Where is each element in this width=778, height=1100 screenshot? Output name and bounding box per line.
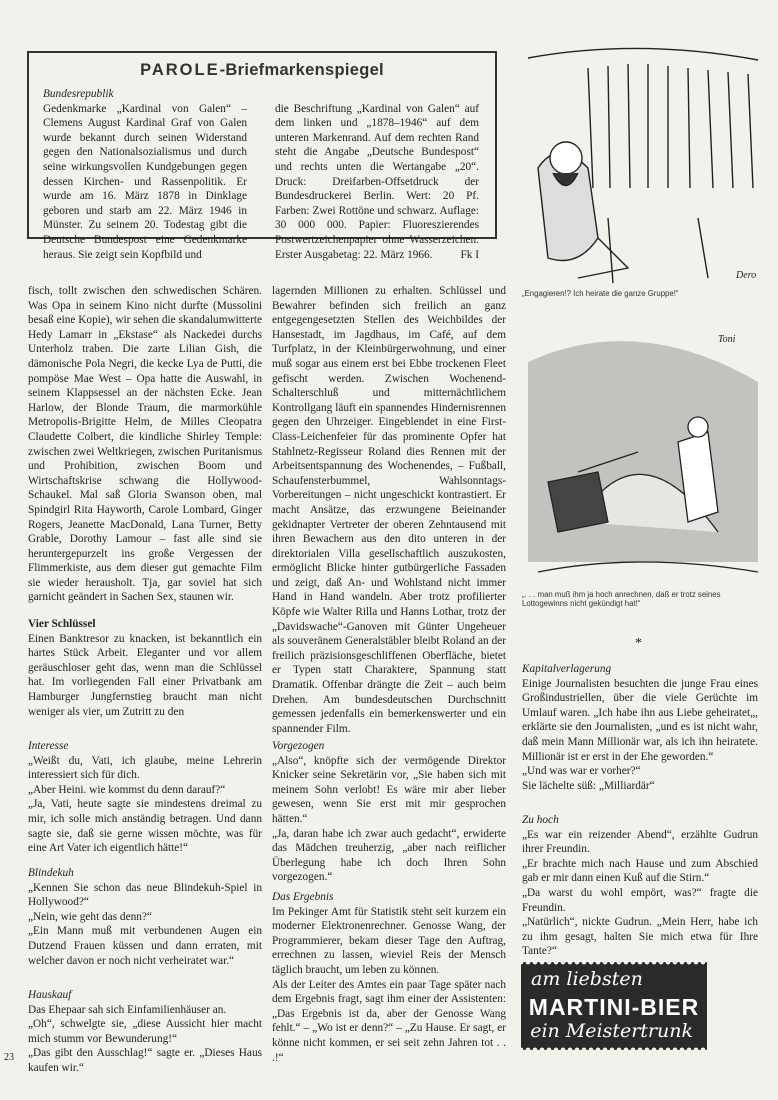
joke-line: Im Pekinger Amt für Statistik steht seit kurzem ein moderner Elektronenrechner. Genosse Wang, der Programmierer, bekam dieser Tage den Auftrag, errechnen zu lassen, wieviel Reis der Mensch täglich braucht, um leben zu können. — [272, 905, 506, 976]
review-text: fisch, tollt zwischen den schwedischen Schären. Was Opa in seinem Kino nicht durfte (Mussolini besaß eine Kopie), wir sehen die skandalumwitterte Hedy Lamarr in „Ekstase“ als Nackedei durchs Unterholz traben. Die zarte Lilian Gish, die dämonische Pola Negri, die kecke Lya de Putti, die pompöse Mae West – Opa hatte die Auswahl, in seinem Klappsessel an der nächsten Ecke. Jean Harlow, der Blonde Traum, die marmorkühle Metropolis-Brigitte Helm, de Milles Cleopatra Claudette Colbert, die kindliche Shirley Temple: zwischen zwei Weltkriegen, zwischen Puritanismus und Prohibition, zwischen Boom und Wirtschaftskrise schwang die Hollywood-Schaukel. Mal saß Gloria Swanson oben, mal Spindgirl Rita Hayworth, Carole Lombard, Ginger Rogers, Jeanette MacDonald, Lana Turner, Betty Grable, Dorothy Lamour – fast alle sind sie heruntergepurzelt ins große Vergessen der Flimmerkiste, aus dem dieser gut gemachte Film sie wieder herausholt. Tja, gar soviel hat sich garnicht geändert in Sachen Sex, staunen wir. — [28, 285, 262, 604]
cartoon-signature: Toni — [718, 334, 736, 345]
joke-line: „Ja, Vati, heute sagte sie mindestens dreimal zu mir, ich solle mich anständig betragen. Und dann sagte sie, daß sie gerne wissen möchte, was für eine Art Vater ich eigentlich hätte!“ — [28, 798, 262, 855]
joke-line: „Ja, daran habe ich zwar auch gedacht“, erwiderte das Mädchen treuherzig, „aber nach reiflicher Überlegung habe ich doch Ihren Sohn vorgezogen.“ — [272, 827, 506, 884]
joke-line: „Oh“, schwelgte sie, „diese Aussicht hier macht mich stumm vor Bewunderung!“ — [28, 1018, 262, 1045]
joke-line: „Ein Mann muß mit verbundenen Augen ein Dutzend Frauen küssen und dann erraten, mit welcher davon er noch nicht verheiratet war.“ — [28, 925, 262, 967]
stamp-text-2: die Beschriftung „Kardinal von Galen“ auf dem linken und „1878–1946“ auf dem unteren Markenrand. Auf dem rechten Rand steht die Angabe „Deutsche Bundespost“ und rechts unten die Wertangabe „20“. Druck: Dreifarben-Offsetdruck der Bundesdruckerei Berlin. Wert: 20 Pf. Farben: Zwei Rottöne und schwarz. Auflage: 30 000 000. Papier: Fluoreszierendes Postwertzeichenpapier ohne Wasserzeichen. Erster Ausgabetag: 22. März 1966. — [275, 102, 479, 261]
film-review-left — [28, 284, 262, 605]
stamp-text-1: Gedenkmarke „Kardinal von Galen“ – Clemens August Kardinal Graf von Galen wurde bekannt durch seinen Widerstand gegen den Nationalsozialismus und durch seine wirkungsvollen Kundgebungen gegen dessen Kirchen- und Rassenpolitik. Er wurde am 16. März 1878 in Dinklage geboren und starb am 22. März 1946 in Münster. Zu seinem 20. Todestag gibt die Deutsche Bundespost eine Gedenkmarke heraus. Sie zeigt sein Kopfbild und — [43, 102, 247, 261]
stamp-col-2 — [275, 87, 479, 262]
joke-line: „Nein, wie geht das denn?“ — [28, 910, 152, 923]
title-rest: -Briefmarkenspiegel — [219, 61, 384, 79]
joke-blindekuh — [28, 866, 262, 968]
joke-interesse — [28, 739, 262, 856]
review-text-continued: lagernden Millionen zu erhalten. Schlüssel und Bewahrer befinden sich freilich an ganz entgegengesetzten Stellen des Weichbildes der Hansestadt, im Jagdhaus, im Café, auf dem Turfplatz, in der Kleinbürgerwohnung, und einer muß sogar aus einem erst bei Ebbe trockenen Fleet gefischt werden. Zwischen Wochenend-Schalterschluß und mitternächtlichem Kontrollgang läuft ein spannendes Hindernisrennen gegen den Uhrzeiger. Eingeblendet in eine First-Class-Leichenfeier für das prominente Opfer hat Stahlnetz-Regisseur Roland dies Rennen mit der Arbeitsentspannung des Wochenendes, – Fußball, Schaufensterbummel, Wahlsonntags-Vorbereitungen – nicht ungeschickt kontrastiert. Er macht Ansätze, das erzwungene Beieinander gekidnapter Vertreter der oberen Zehntausend mit ihren Bewachern aus den dito unteren in der direktorialen Villa gesellschaftlich auszukosten, ermöglicht Blicke hinter gutbürgerliche Fassaden und zeigt, daß An- und Wohlstand nicht immer Hand in Hand wandeln. Aber trotz profilierter Köpfe wie Walter Rilla und Hanns Lothar, trotz der „Davidswache“-Ganoven mit Günter Ungeheuer als souveränem Generalstäbler bleibt Roland an der freilich präzisionsgeschliffenen Oberfläche, bietet er Typen statt Charaktere, Spannung statt Dramatik. Offenbar drängte die Zeit – auch beim Drehen. Am bundesdeutschen Durchschnitt gemessen jedenfalls ein bemerkenswerter und ein spannender Film. — [272, 285, 506, 735]
joke-line: „Er brachte mich nach Hause und zum Abschied gab er mir dann einen Kuß auf die Stirn.“ — [522, 857, 758, 885]
joke-vorgezogen — [272, 739, 506, 885]
cartoon-signature: Dero — [736, 270, 757, 281]
article-vier-schluessel — [28, 617, 262, 719]
joke-ergebnis — [272, 890, 506, 1065]
joke-line: „Natürlich“, nickte Gudrun. „Mein Herr, habe ich zu ihm gesagt, halten Sie mich etwa für Ihre Tante?“ — [522, 916, 758, 958]
joke-line: „Weißt du, Vati, ich glaube, meine Lehrerin interessiert sich für dich. — [28, 754, 262, 782]
stamp-column-box — [27, 51, 497, 261]
separator-asterisk: * — [635, 636, 642, 651]
joke-line: Das Ehepaar sah sich Einfamilienhäuser an. — [28, 1003, 227, 1016]
stamp-perforation — [518, 1047, 710, 1053]
article-heading: Vier Schlüssel — [28, 618, 96, 630]
page-number: 23 — [4, 1052, 14, 1063]
ad-slogan-top: am liebsten — [531, 968, 643, 990]
ad-brand: MARTINI-BIER — [528, 994, 700, 1020]
stamp-col-1 — [43, 87, 247, 262]
stamp-perforation — [518, 959, 710, 965]
joke-line: „Es war ein reizender Abend“, erzählte Gudrun ihrer Freundin. — [522, 828, 758, 856]
joke-title: Kapitalverlagerung — [522, 663, 612, 675]
cartoon-caption-2: „. . . man muß ihm ja hoch anrechnen, daß er trotz seines Lottogewinns nicht gekündigt hat!“ — [522, 590, 721, 608]
joke-hauskauf — [28, 988, 262, 1076]
joke-line: „Das gibt den Ausschlag!“ sagte er. „Dieses Haus kaufen wir.“ — [28, 1047, 262, 1074]
stamp-signature: Fk I — [460, 248, 479, 261]
joke-title: Vorgezogen — [272, 740, 325, 752]
film-review-middle — [272, 284, 506, 736]
ad-slogan-bottom: ein Meistertrunk — [530, 1020, 693, 1042]
joke-line: „Kennen Sie schon das neue Blindekuh-Spiel in Hollywood?“ — [28, 881, 262, 909]
section-heading: Bundesrepublik — [43, 88, 114, 100]
joke-line: Als der Leiter des Amtes ein paar Tage später nach dem Ergebnis fragt, sagt ihm einer der Assistenten: „Das Ergebnis ist da, aber der Genosse Wang fehlt.“ – „Wo ist er denn?“ – „Zu Hause. Er sagt, er könne nicht kommen, er sei seit zehn Jahren tot . . .!“ — [272, 978, 506, 1064]
box-title — [29, 61, 495, 80]
dancer-legs-icon — [588, 64, 753, 188]
joke-line: Einige Journalisten besuchten die junge Frau eines Großindustriellen, über die viele Gerüchte im Umlauf waren. „Ich habe ihn aus Liebe geheiratet„, erklärte sie den Journalisten, „und es ist nicht wahr, daß mein Mann Millionär war, als ich ihn heiratete. Millionär ist er erst in der Ehe geworden.“ — [522, 677, 758, 763]
joke-title: Blindekuh — [28, 867, 74, 879]
joke-title: Hauskauf — [28, 989, 72, 1001]
joke-title: Das Ergebnis — [272, 891, 334, 903]
cartoon-caption-1: „Engagieren!? Ich heirate die ganze Gruppe!“ — [522, 289, 679, 298]
martini-bier-ad — [521, 962, 707, 1050]
joke-title: Interesse — [28, 740, 69, 752]
cartoon-dancers — [518, 38, 768, 288]
joke-zu-hoch — [522, 813, 758, 959]
joke-line: „Da warst du wohl empört, was?“ fragte die Freundin. — [522, 886, 758, 914]
joke-kapitalverlagerung — [522, 662, 758, 793]
joke-line: „Also“, knöpfte sich der vermögende Direktor Knicker seine Sekretärin vor, „Sie haben sich mit meinem Sohn verlobt! Es wäre mir aber lieber gewesen, wenn Sie erst mit mir gesprochen hätten.“ — [272, 754, 506, 825]
cartoon-tunnel — [518, 322, 768, 584]
joke-line: „Und was war er vorher?“ — [522, 765, 641, 778]
article-text: Einen Banktresor zu knacken, ist bekanntlich ein hartes Stück Arbeit. Eleganter und vor allem geräuschloser geht das, wenn man die Schlüssel hat. Im vorliegenden Fall einer Privatbank am Hamburger Jungfernstieg braucht man nicht weniger als vier, um Zutritt zu den — [28, 632, 262, 718]
joke-line: „Aber Heini. wie kommst du denn darauf?“ — [28, 783, 226, 796]
joke-line: Sie lächelte süß: „Milliardär“ — [522, 779, 655, 792]
joke-title: Zu hoch — [522, 814, 559, 826]
title-parole: PAROLE — [140, 61, 220, 79]
